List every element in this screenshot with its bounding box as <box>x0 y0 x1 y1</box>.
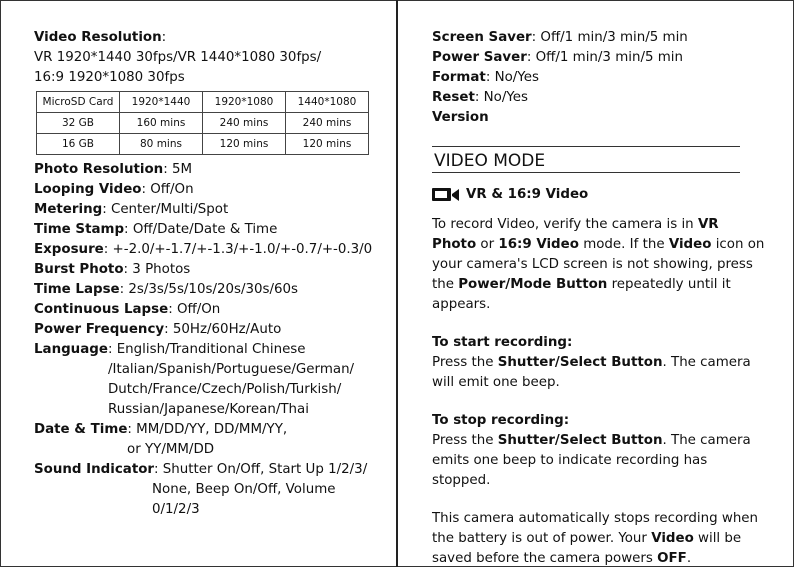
table-cell: 16 GB <box>37 134 120 155</box>
video-resolution-heading: Video Resolution: <box>34 30 167 45</box>
setting-metering: Metering: Center/Multi/Spot <box>34 202 229 217</box>
table-row <box>37 134 369 155</box>
stop-recording-section: To stop recording: Press the Shutter/Select Button. The camera emits one beep to indicate recording has stopped. <box>432 413 751 488</box>
page-divider <box>396 0 398 567</box>
left-column <box>34 28 379 520</box>
subheading: VR & 16:9 Video <box>432 185 767 205</box>
setting-format: Format: No/Yes <box>432 70 539 85</box>
sound-line3: 0/1/2/3 <box>152 502 200 517</box>
sound-line2: None, Beep On/Off, Volume <box>152 482 336 497</box>
setting-sound-indicator: Sound Indicator: Shutter On/Off, Start Up 1/2/3/ <box>34 462 368 477</box>
table-cell: 240 mins <box>203 113 286 134</box>
table-header-row <box>37 92 369 113</box>
setting-continuous-lapse: Continuous Lapse: Off/On <box>34 302 221 317</box>
table-cell: 160 mins <box>120 113 203 134</box>
table-header-cell: 1920*1080 <box>203 92 286 113</box>
stop-recording-heading: To stop recording: <box>432 413 570 428</box>
table-cell: 120 mins <box>203 134 286 155</box>
setting-screen-saver: Screen Saver: Off/1 min/3 min/5 min <box>432 30 688 45</box>
language-line4: Russian/Japanese/Korean/Thai <box>108 402 309 417</box>
setting-reset: Reset: No/Yes <box>432 90 528 105</box>
start-recording-section: To start recording: Press the Shutter/Select Button. The camera will emit one beep. <box>432 335 751 390</box>
table-cell: 80 mins <box>120 134 203 155</box>
setting-exposure: Exposure: +-2.0/+-1.7/+-1.3/+-1.0/+-0.7/+-0.3/0 <box>34 242 373 257</box>
setting-time-stamp: Time Stamp: Off/Date/Date & Time <box>34 222 278 237</box>
setting-looping-video: Looping Video: Off/On <box>34 182 194 197</box>
video-camera-icon <box>432 187 460 203</box>
setting-version: Version <box>432 110 489 125</box>
language-line2: /Italian/Spanish/Portuguese/German/ <box>108 362 355 377</box>
start-recording-heading: To start recording: <box>432 335 573 350</box>
auto-stop-paragraph: This camera automatically stops recording when the battery is out of power. Your Video will be saved before the camera powers OFF. <box>432 511 759 566</box>
setting-power-saver: Power Saver: Off/1 min/3 min/5 min <box>432 50 683 65</box>
video-resolution-line2: 16:9 1920*1080 30fps <box>34 70 185 85</box>
table-header-cell: 1440*1080 <box>286 92 369 113</box>
section-title: VIDEO MODE <box>432 146 740 173</box>
table-header-cell: MicroSD Card <box>37 92 120 113</box>
right-column <box>432 28 767 569</box>
language-line3: Dutch/France/Czech/Polish/Turkish/ <box>108 382 342 397</box>
intro-paragraph: To record Video, verify the camera is in VR Photo or 16:9 Video mode. If the Video icon on your camera's LCD screen is not showing, press the Power/Mode Button repeatedly until it appears. <box>432 217 765 312</box>
table-cell: 32 GB <box>37 113 120 134</box>
table-cell: 240 mins <box>286 113 369 134</box>
table-header-cell: 1920*1440 <box>120 92 203 113</box>
setting-time-lapse: Time Lapse: 2s/3s/5s/10s/20s/30s/60s <box>34 282 299 297</box>
table-cell: 120 mins <box>286 134 369 155</box>
setting-date-time: Date & Time: MM/DD/YY, DD/MM/YY, <box>34 422 288 437</box>
table-row <box>37 113 369 134</box>
setting-photo-resolution: Photo Resolution: 5M <box>34 162 193 177</box>
setting-power-frequency: Power Frequency: 50Hz/60Hz/Auto <box>34 322 282 337</box>
setting-burst-photo: Burst Photo: 3 Photos <box>34 262 191 277</box>
video-resolution-line1: VR 1920*1440 30fps/VR 1440*1080 30fps/ <box>34 50 322 65</box>
date-time-line2: or YY/MM/DD <box>127 442 215 457</box>
setting-language: Language: English/Tranditional Chinese <box>34 342 306 357</box>
recording-time-table <box>36 91 369 155</box>
